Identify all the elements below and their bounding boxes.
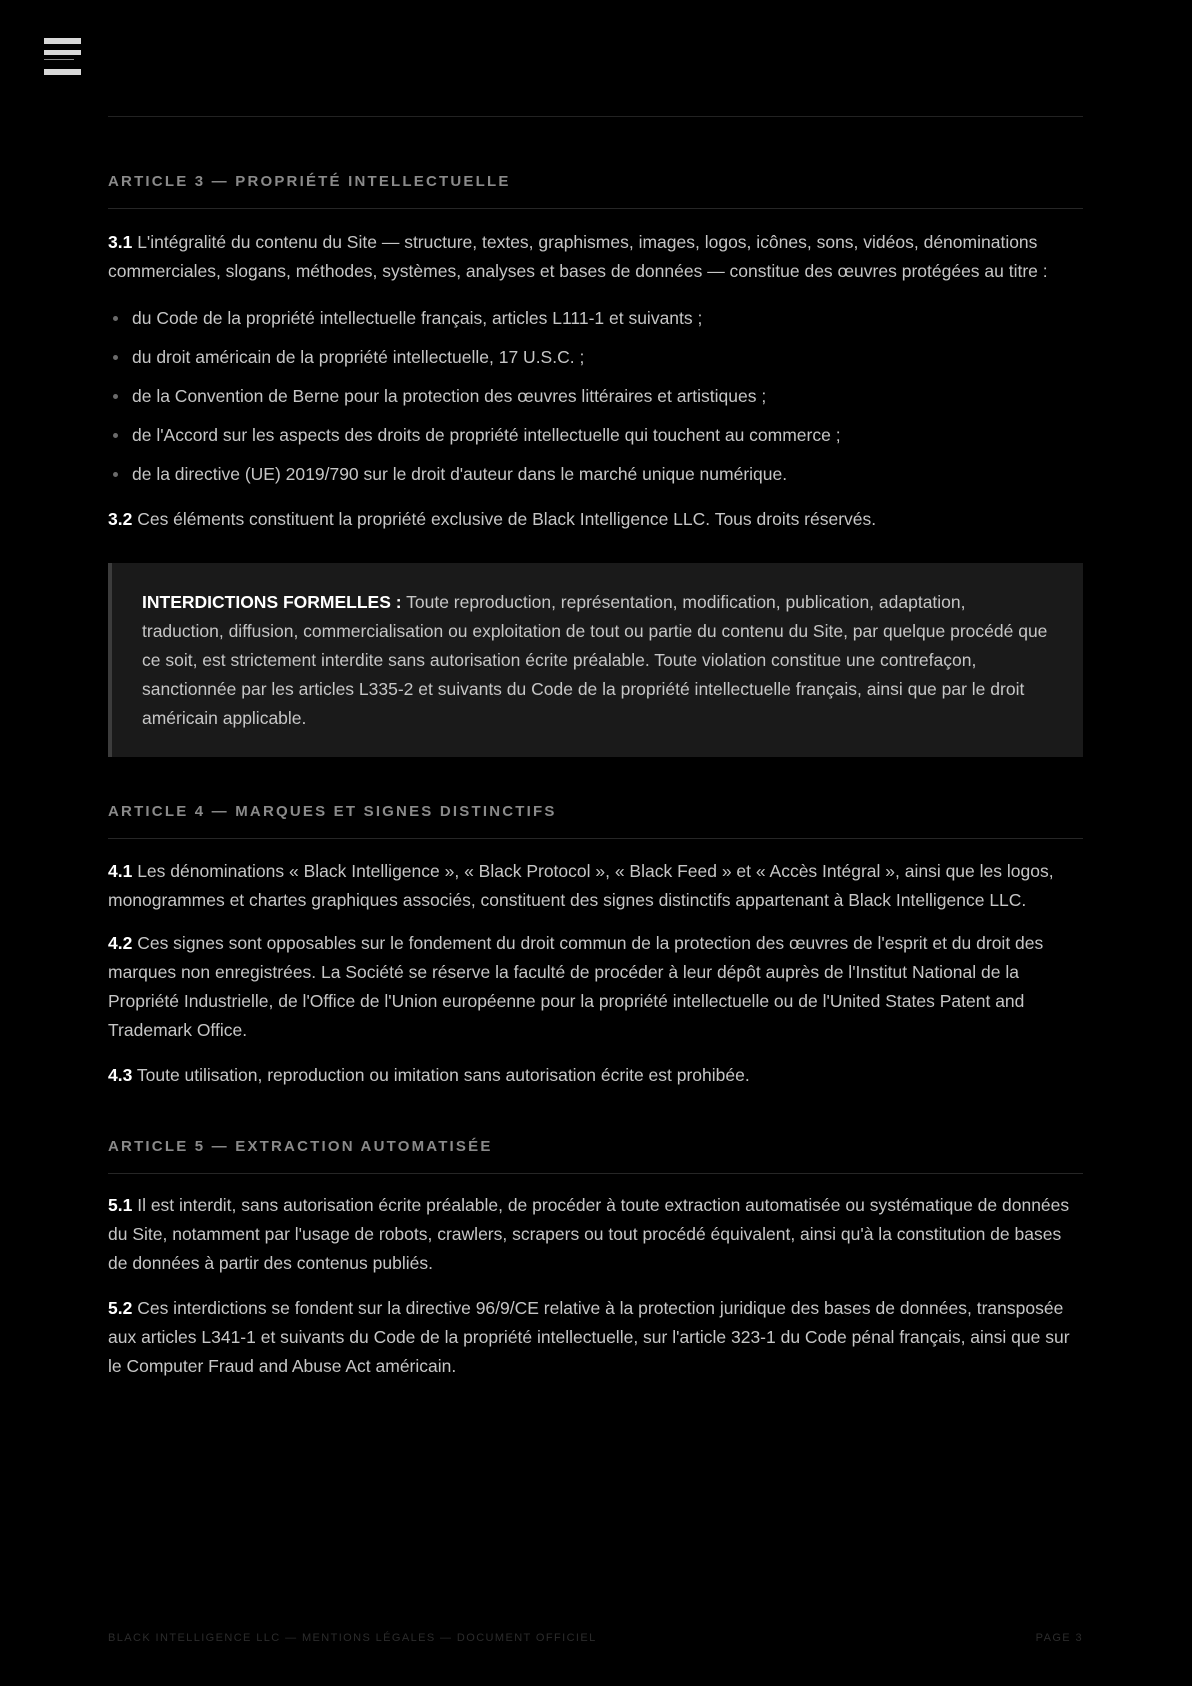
clause-4-2 <box>108 929 1083 1045</box>
article-4-heading: ARTICLE 4 — MARQUES ET SIGNES DISTINCTIFS <box>108 803 1083 839</box>
clause-number: 4.1 <box>108 861 133 881</box>
article-5-heading: ARTICLE 5 — EXTRACTION AUTOMATISÉE <box>108 1138 1083 1174</box>
list-item <box>108 460 1083 489</box>
clause-3-2 <box>108 505 1083 534</box>
clause-number: 5.1 <box>108 1195 133 1215</box>
footer-document-label: BLACK INTELLIGENCE LLC — MENTIONS LÉGALES — DOCUMENT OFFICIEL <box>108 1632 597 1644</box>
clause-number: 3.2 <box>108 509 133 529</box>
clause-3-1 <box>108 228 1083 286</box>
clause-4-1 <box>108 857 1083 915</box>
list-item <box>108 421 1083 450</box>
clause-text: Toute utilisation, reproduction ou imitation sans autorisation écrite est prohibée. <box>136 1065 750 1085</box>
list-item-text: de la directive (UE) 2019/790 sur le droit d'auteur dans le marché unique numérique. <box>132 464 788 484</box>
bullet-icon <box>113 355 118 360</box>
clause-5-2 <box>108 1294 1083 1381</box>
bullet-icon <box>113 394 118 399</box>
bullet-icon <box>113 433 118 438</box>
prohibitions-notice <box>108 563 1083 757</box>
menu-bar-middle <box>44 50 81 55</box>
hamburger-menu-icon[interactable] <box>44 38 81 75</box>
clause-text: Il est interdit, sans autorisation écrite préalable, de procéder à toute extraction automatisée ou systématique de données du Site, notamment par l'usage de robots, crawlers, scrapers ou tout procédé équivalent, ainsi qu'à la constitution de bases de données à partir des contenus publiés. <box>108 1195 1070 1273</box>
clause-number: 3.1 <box>108 232 133 252</box>
bullet-icon <box>113 472 118 477</box>
legal-content <box>108 116 1083 1381</box>
bullet-icon <box>113 316 118 321</box>
menu-bar-thin <box>44 59 74 60</box>
list-item-text: de la Convention de Berne pour la protection des œuvres littéraires et artistiques ; <box>132 386 767 406</box>
clause-text: Les dénominations « Black Intelligence », « Black Protocol », « Black Feed » et « Accès Intégral », ainsi que les logos, monogrammes et chartes graphiques associés, constituent des signes distinctifs appartenant à Black Intelligence LLC. <box>108 861 1054 910</box>
list-item <box>108 304 1083 333</box>
list-item <box>108 382 1083 411</box>
list-item-text: de l'Accord sur les aspects des droits de propriété intellectuelle qui touchent au commerce ; <box>132 425 841 445</box>
clause-5-1 <box>108 1191 1083 1278</box>
clause-text: L'intégralité du contenu du Site — structure, textes, graphismes, images, logos, icônes, sons, vidéos, dénominations commerciales, slogans, méthodes, systèmes, analyses et bases de données — constitue des œuvres protégées au titre : <box>108 232 1048 281</box>
article-3-heading: ARTICLE 3 — PROPRIÉTÉ INTELLECTUELLE <box>108 173 1083 209</box>
notice-text: Toute reproduction, représentation, modification, publication, adaptation, traduction, diffusion, commercialisation ou exploitation de tout ou partie du contenu du Site, par quelque procédé que ce soit, est strictement interdite sans autorisation écrite préalable. Toute violation constitue une contrefaçon, sanctionnée par les articles L335-2 et suivants du Code de la propriété intellectuelle français, ainsi que par le droit américain applicable. <box>142 592 1048 728</box>
clause-number: 5.2 <box>108 1298 133 1318</box>
clause-4-3 <box>108 1061 1083 1090</box>
clause-number: 4.2 <box>108 933 133 953</box>
clause-text: Ces éléments constituent la propriété exclusive de Black Intelligence LLC. Tous droits réservés. <box>137 509 877 529</box>
list-item <box>108 343 1083 372</box>
footer-page-number: PAGE 3 <box>1035 1632 1083 1644</box>
clause-text: Ces signes sont opposables sur le fondement du droit commun de la protection des œuvres de l'esprit et du droit des marques non enregistrées. La Société se réserve la faculté de procéder à leur dépôt auprès de l'Institut National de la Propriété Industrielle, de l'Office de l'Union européenne pour la propriété intellectuelle ou de l'United States Patent and Trademark Office. <box>108 933 1044 1040</box>
top-divider <box>108 116 1083 117</box>
list-item-text: du Code de la propriété intellectuelle français, articles L111-1 et suivants ; <box>132 308 703 328</box>
list-item-text: du droit américain de la propriété intellectuelle, 17 U.S.C. ; <box>132 347 585 367</box>
notice-label: INTERDICTIONS FORMELLES : <box>142 592 402 612</box>
menu-bar-bottom <box>44 69 81 75</box>
legal-basis-list <box>108 304 1083 489</box>
menu-bar-top <box>44 38 81 44</box>
clause-number: 4.3 <box>108 1065 133 1085</box>
clause-text: Ces interdictions se fondent sur la directive 96/9/CE relative à la protection juridique des bases de données, transposée aux articles L341-1 et suivants du Code de la propriété intellectuelle, sur l'article 323-1 du Code pénal français, ainsi que sur le Computer Fraud and Abuse Act américain. <box>108 1298 1070 1376</box>
